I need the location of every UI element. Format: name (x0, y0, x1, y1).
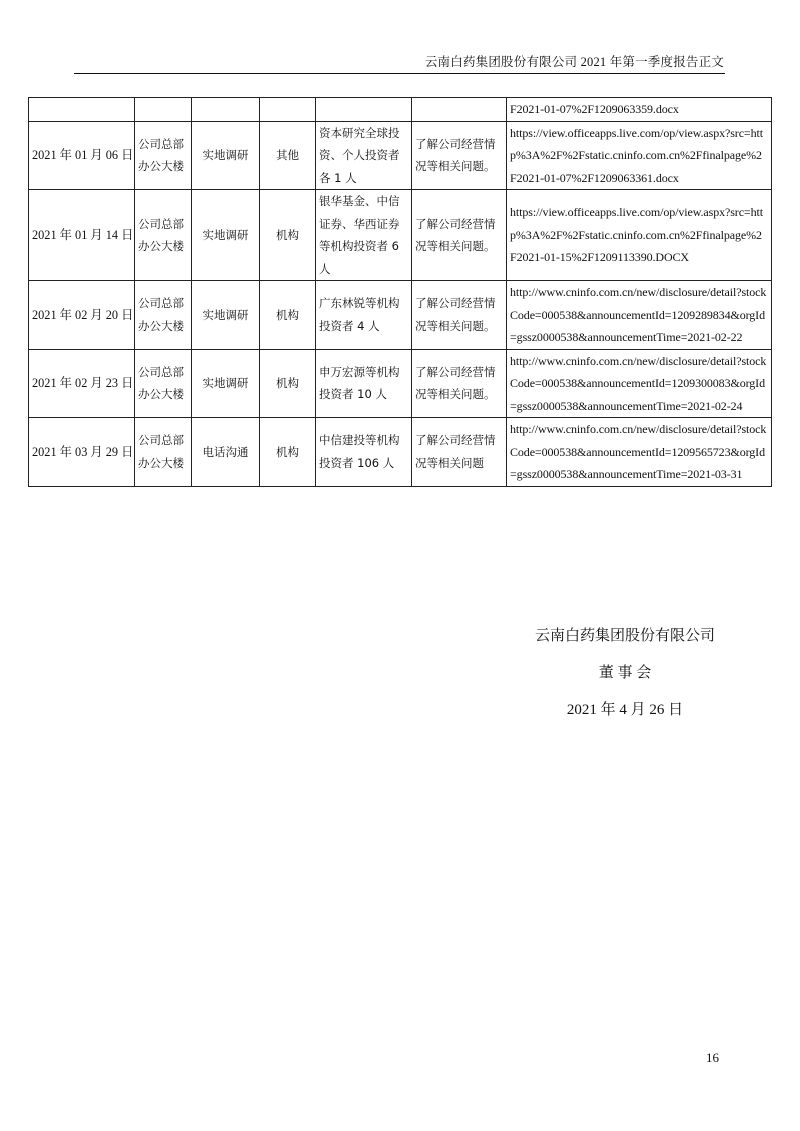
table-row (29, 281, 772, 350)
running-header-title: 云南白药集团股份有限公司 2021 年第一季度报告正文 (424, 55, 724, 69)
cell-topic: 了解公司经营情况等相关问题。 (412, 281, 507, 350)
cell-type: 机构 (260, 190, 316, 281)
cell-date: 2021 年 01 月 06 日 (29, 121, 135, 190)
cell-object: 银华基金、中信证券、华西证券等机构投资者 6 人 (316, 190, 412, 281)
cell-type: 机构 (260, 281, 316, 350)
table-row-continuation (29, 98, 772, 122)
cell-place (135, 98, 192, 122)
cell-topic: 了解公司经营情况等相关问题。 (412, 121, 507, 190)
signature-date: 2021 年 4 月 26 日 (566, 702, 684, 718)
cell-date: 2021 年 02 月 20 日 (29, 281, 135, 350)
cell-way: 实地调研 (192, 121, 260, 190)
cell-link[interactable]: http://www.cninfo.com.cn/new/disclosure/detail?stockCode=000538&announcementId=1209565723&orgId=gssz0000538&announcementTime=2021-03-31 (507, 418, 772, 487)
investor-relations-table (28, 97, 772, 487)
cell-type: 其他 (260, 121, 316, 190)
table-row (29, 190, 772, 281)
cell-way: 实地调研 (192, 281, 260, 350)
cell-object: 广东林锐等机构投资者 4 人 (316, 281, 412, 350)
cell-link[interactable]: https://view.officeapps.live.com/op/view.aspx?src=http%3A%2F%2Fstatic.cninfo.com.cn%2Ffinalpage%2F2021-01-15%2F1209113390.DOCX (507, 190, 772, 281)
cell-way: 实地调研 (192, 190, 260, 281)
cell-type: 机构 (260, 349, 316, 418)
signature-company: 云南白药集团股份有限公司 (534, 628, 715, 644)
cell-link[interactable]: http://www.cninfo.com.cn/new/disclosure/detail?stockCode=000538&announcementId=1209289834&orgId=gssz0000538&announcementTime=2021-02-22 (507, 281, 772, 350)
table-row (29, 349, 772, 418)
cell-place: 公司总部办公大楼 (135, 281, 192, 350)
cell-object (316, 98, 412, 122)
cell-place: 公司总部办公大楼 (135, 418, 192, 487)
cell-link[interactable]: http://www.cninfo.com.cn/new/disclosure/detail?stockCode=000538&announcementId=1209300083&orgId=gssz0000538&announcementTime=2021-02-24 (507, 349, 772, 418)
cell-way (192, 98, 260, 122)
cell-place: 公司总部办公大楼 (135, 121, 192, 190)
cell-link[interactable]: F2021-01-07%2F1209063359.docx (507, 98, 772, 122)
page-number: 16 (706, 1050, 719, 1065)
cell-place: 公司总部办公大楼 (135, 190, 192, 281)
cell-way: 实地调研 (192, 349, 260, 418)
cell-date: 2021 年 03 月 29 日 (29, 418, 135, 487)
cell-way: 电话沟通 (192, 418, 260, 487)
table-row (29, 418, 772, 487)
cell-topic: 了解公司经营情况等相关问题 (412, 418, 507, 487)
cell-object: 申万宏源等机构投资者 10 人 (316, 349, 412, 418)
cell-date (29, 98, 135, 122)
cell-place: 公司总部办公大楼 (135, 349, 192, 418)
cell-topic: 了解公司经营情况等相关问题。 (412, 190, 507, 281)
header-rule (74, 73, 725, 74)
cell-object: 中信建投等机构投资者 106 人 (316, 418, 412, 487)
cell-topic (412, 98, 507, 122)
signature-board: 董 事 会 (598, 665, 652, 681)
cell-topic: 了解公司经营情况等相关问题。 (412, 349, 507, 418)
cell-type (260, 98, 316, 122)
cell-type: 机构 (260, 418, 316, 487)
table-row (29, 121, 772, 190)
cell-date: 2021 年 01 月 14 日 (29, 190, 135, 281)
cell-link[interactable]: https://view.officeapps.live.com/op/view.aspx?src=http%3A%2F%2Fstatic.cninfo.com.cn%2Ffinalpage%2F2021-01-07%2F1209063361.docx (507, 121, 772, 190)
cell-date: 2021 年 02 月 23 日 (29, 349, 135, 418)
cell-object: 资本研究全球投资、个人投资者各 1 人 (316, 121, 412, 190)
